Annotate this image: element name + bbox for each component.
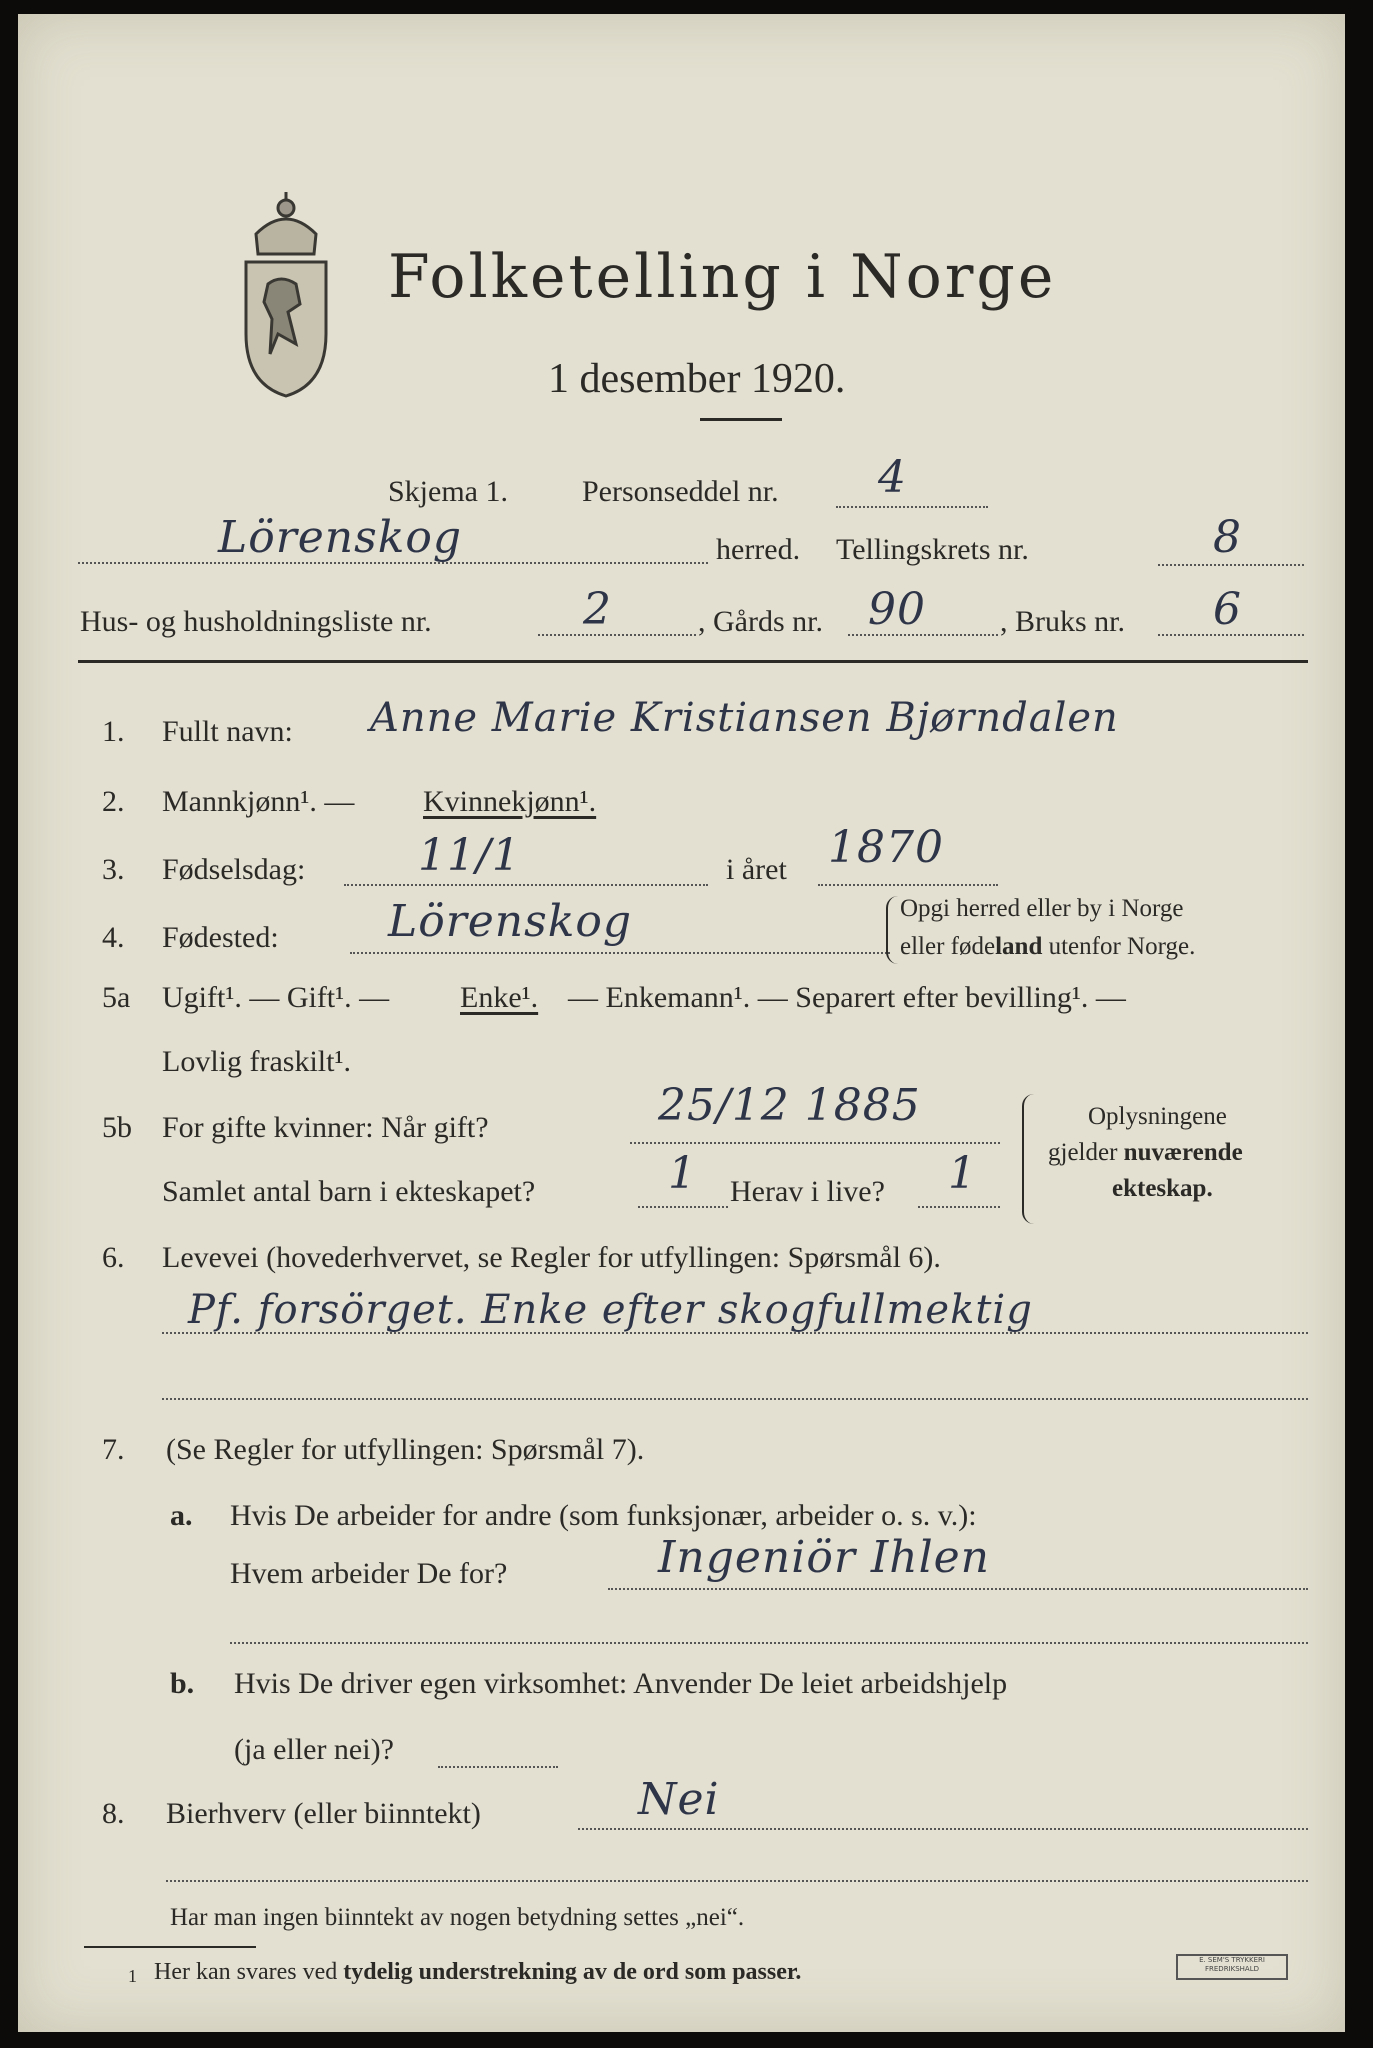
side-income-line-2 xyxy=(166,1880,1308,1882)
birthyear-value[interactable]: 1870 xyxy=(828,822,944,873)
hired-help-line xyxy=(438,1766,558,1768)
children-alive-value[interactable]: 1 xyxy=(948,1148,977,1199)
occupation-line-2 xyxy=(162,1398,1308,1400)
header-divider xyxy=(78,660,1308,663)
gards-label: , Gårds nr. xyxy=(698,605,823,638)
q4-note-line1: Opgi herred eller by i Norge xyxy=(900,895,1184,922)
q5a-number: 5a xyxy=(102,981,131,1014)
q3-number: 3. xyxy=(102,853,125,886)
hus-line xyxy=(538,634,696,636)
bruks-label: , Bruks nr. xyxy=(1000,605,1126,638)
personseddel-value[interactable]: 4 xyxy=(878,452,907,503)
marriage-date-value[interactable]: 25/12 1885 xyxy=(658,1080,921,1131)
q7a-number: a. xyxy=(170,1499,193,1532)
printer-stamp xyxy=(1176,1954,1288,1980)
census-form-sheet xyxy=(18,14,1345,2032)
children-value[interactable]: 1 xyxy=(668,1148,697,1199)
q8-label: Bierhverv (eller biinntekt) xyxy=(166,1797,481,1830)
q1-number: 1. xyxy=(102,715,125,748)
q5b-live-label: Herav i live? xyxy=(730,1175,885,1208)
marriage-date-line xyxy=(630,1142,1000,1144)
occupation-value[interactable]: Pf. forsörget. Enke efter skogfullmektig xyxy=(188,1287,1033,1333)
birthdate-value[interactable]: 11/1 xyxy=(418,830,521,881)
herred-value[interactable]: Lörenskog xyxy=(218,512,463,563)
q5b-note-1: Oplysningene xyxy=(1088,1103,1227,1130)
employer-value[interactable]: Ingeniör Ihlen xyxy=(658,1532,991,1583)
q7b-label: Hvis De driver egen virksomhet: Anvender De leiet arbeidshjelp xyxy=(234,1667,1008,1700)
birthplace-value[interactable]: Lörenskog xyxy=(388,896,633,947)
birthplace-line xyxy=(350,952,890,954)
q4-note-line2: eller fødeland utenfor Norge. xyxy=(900,933,1196,960)
q5b-number: 5b xyxy=(102,1111,132,1144)
footnote-divider xyxy=(84,1946,256,1948)
footnote-text: Her kan svares ved tydelig understrekning av de ord som passer. xyxy=(154,1959,802,1985)
q5b-note-3: ekteskap. xyxy=(1112,1175,1213,1202)
q6-number: 6. xyxy=(102,1241,125,1274)
q7-label: (Se Regler for utfyllingen: Spørsmål 7). xyxy=(166,1433,645,1466)
q5a-ugift-gift: Ugift¹. — Gift¹. — xyxy=(162,981,390,1014)
q4-label: Fødested: xyxy=(162,921,279,954)
coat-of-arms-icon xyxy=(226,184,346,404)
title-divider xyxy=(700,418,782,421)
q3-year-label: i året xyxy=(726,853,787,886)
side-income-value[interactable]: Nei xyxy=(638,1774,720,1825)
q5a-rest: — Enkemann¹. — Separert efter bevilling¹. — xyxy=(568,981,1126,1014)
q7b-question: (ja eller nei)? xyxy=(234,1733,394,1766)
q5b-barn-label: Samlet antal barn i ekteskapet? xyxy=(162,1175,536,1208)
q2-kvinne[interactable]: Kvinnekjønn¹. xyxy=(423,785,597,818)
q3-label: Fødselsdag: xyxy=(162,853,306,886)
q5a-line2: Lovlig fraskilt¹. xyxy=(162,1045,351,1078)
side-income-line xyxy=(578,1828,1308,1830)
schema-label: Skjema 1. xyxy=(388,475,508,508)
employer-line-2 xyxy=(230,1642,1308,1644)
full-name-value[interactable]: Anne Marie Kristiansen Bjørndalen xyxy=(370,695,1119,741)
form-title: Folketelling i Norge xyxy=(388,242,1057,312)
form-date: 1 desember 1920. xyxy=(548,356,846,402)
q5a-enke[interactable]: Enke¹. xyxy=(460,981,539,1014)
q4-number: 4. xyxy=(102,921,125,954)
footer-note: Har man ingen biinntekt av nogen betydning settes „nei“. xyxy=(170,1904,745,1931)
q2-mann: Mannkjønn¹. — xyxy=(162,785,355,818)
q6-label: Levevei (hovederhvervet, se Regler for utfyllingen: Spørsmål 6). xyxy=(162,1241,941,1274)
herred-label: herred. xyxy=(716,533,801,566)
q1-label: Fullt navn: xyxy=(162,715,293,748)
tellingskrets-line xyxy=(1158,564,1304,566)
q7a-label: Hvis De arbeider for andre (som funksjonær, arbeider o. s. v.): xyxy=(230,1499,977,1532)
q2-number: 2. xyxy=(102,785,125,818)
birthdate-line xyxy=(344,884,708,886)
q7-number: 7. xyxy=(102,1433,125,1466)
q7a-question: Hvem arbeider De for? xyxy=(230,1557,508,1590)
q5b-label: For gifte kvinner: Når gift? xyxy=(162,1111,489,1144)
footnote-number: 1 xyxy=(128,1966,137,1986)
children-alive-line xyxy=(918,1206,1000,1208)
employer-line xyxy=(608,1588,1308,1590)
personseddel-line xyxy=(836,506,988,508)
tellingskrets-label: Tellingskrets nr. xyxy=(836,533,1029,566)
hus-value[interactable]: 2 xyxy=(583,584,612,635)
q5b-note-brace xyxy=(1022,1094,1034,1224)
children-line xyxy=(638,1206,728,1208)
q8-number: 8. xyxy=(102,1797,125,1830)
hus-label: Hus- og husholdningsliste nr. xyxy=(80,605,432,638)
q5b-note-2: gjelder nuværende xyxy=(1048,1139,1243,1166)
birthyear-line xyxy=(818,884,998,886)
printer-stamp-text: E. SEM'S TRYKKERI FREDRIKSHALD xyxy=(1199,1956,1265,1973)
gards-value[interactable]: 90 xyxy=(868,584,926,635)
tellingskrets-value[interactable]: 8 xyxy=(1213,512,1242,563)
bruks-value[interactable]: 6 xyxy=(1213,584,1242,635)
personseddel-label: Personseddel nr. xyxy=(582,475,779,508)
q7b-number: b. xyxy=(170,1667,195,1700)
q4-note-brace xyxy=(886,896,898,964)
